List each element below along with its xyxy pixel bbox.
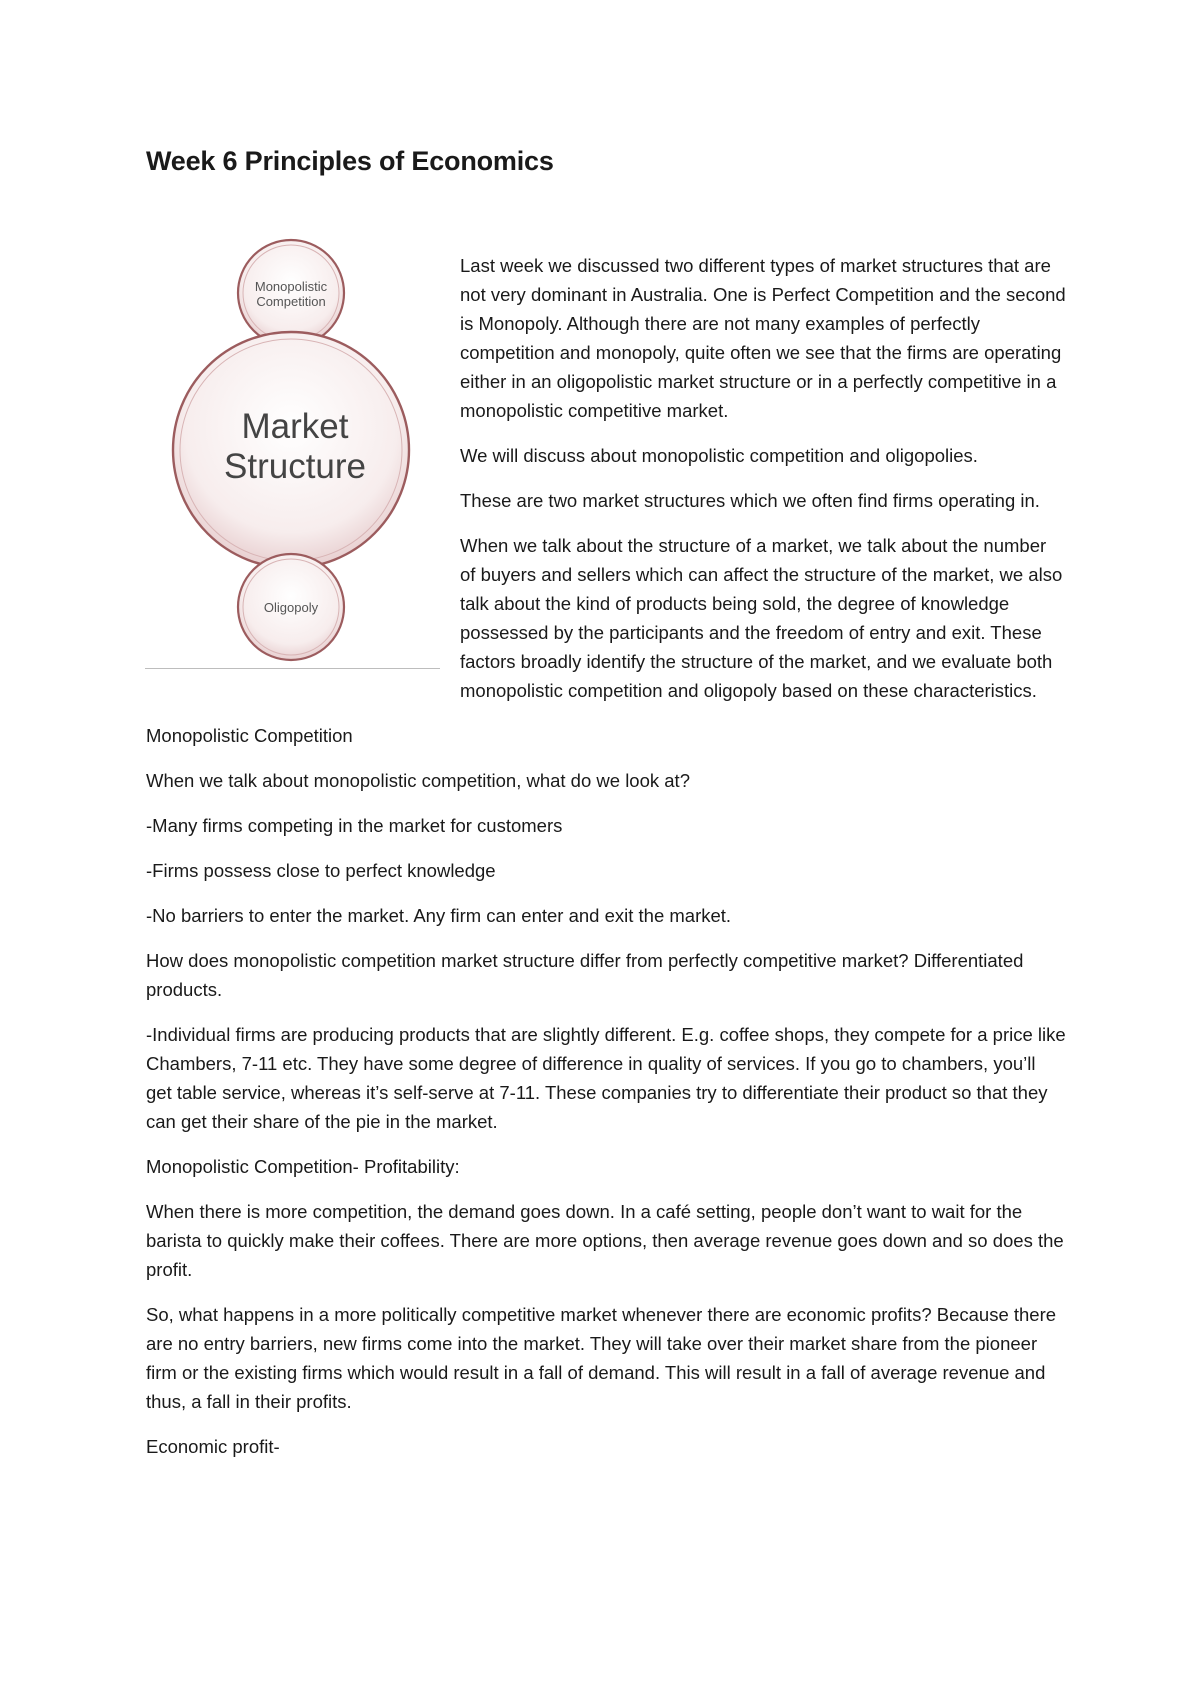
bullet-no-barriers: -No barriers to enter the market. Any firm can enter and exit the market.: [146, 905, 732, 926]
paragraph-discuss: We will discuss about monopolistic competition and oligopolies.: [460, 445, 978, 466]
body-text: [146, 251, 1066, 1477]
paragraph-structure-of-market: When we talk about the structure of a market, we talk about the number of buyers and sellers which can affect the structure of the market, we also talk about the kind of products being sold, the degree of knowledge possessed by the participants and the freedom of entry and exit. These factors broadly identify the structure of the market, and we evaluate both monopolistic competition and oligopoly based on these characteristics.: [460, 535, 1063, 701]
paragraph-intro: Last week we discussed two different types of market structures that are not very dominant in Australia. One is Perfect Competition and the second is Monopoly. Although there are not many examples of perfectly competition and monopoly, quite often we see that the firms are operating either in an oligopolistic market structure or in a perfectly competitive in a monopolistic competitive market.: [460, 255, 1066, 421]
center-label-line-2: Structure: [224, 447, 366, 486]
figure-float-spacer: [146, 251, 460, 695]
top-circle-label-line-1: Monopolistic: [254, 279, 328, 294]
paragraph-economic-profits: So, what happens in a more politically competitive market whenever there are economic profits? Because there are no entry barriers, new firms come into the market. They will take over their market share from the pioneer firm or the existing firms which would result in a fall of demand. This will result in a fall of average revenue and thus, a fall in their profits.: [146, 1304, 1057, 1412]
top-circle-label-line-2: Competition: [256, 294, 326, 309]
paragraph-how-differ: How does monopolistic competition market structure differ from perfectly competitive market? Differentiated products.: [146, 950, 1024, 1000]
center-label-line-1: Market: [241, 407, 349, 446]
heading-economic-profit: Economic profit-: [146, 1436, 280, 1457]
bullet-many-firms: -Many firms competing in the market for customers: [146, 815, 563, 836]
bottom-circle-label: Oligopoly: [263, 600, 319, 615]
paragraph-what-look-at: When we talk about monopolistic competition, what do we look at?: [146, 770, 690, 791]
paragraph-more-competition: When there is more competition, the demand goes down. In a café setting, people don’t want to wait for the barista to quickly make their coffees. There are more options, then average revenue goes down and so does the profit.: [146, 1201, 1064, 1280]
paragraph-individual-firms: -Individual firms are producing products that are slightly different. E.g. coffee shops, they compete for a price like Chambers, 7-11 etc. They have some degree of difference in quality of services. If you go to chambers, you’ll get table service, whereas it’s self-serve at 7-11. These companies try to differentiate their product so that they can get their share of the pie in the market.: [146, 1024, 1066, 1132]
paragraph-two-structures: These are two market structures which we often find firms operating in.: [460, 490, 1040, 511]
page-title: Week 6 Principles of Economics: [146, 146, 554, 176]
heading-profitability: Monopolistic Competition- Profitability:: [146, 1156, 460, 1177]
heading-monopolistic-competition: Monopolistic Competition: [146, 725, 353, 746]
bullet-perfect-knowledge: -Firms possess close to perfect knowledge: [146, 860, 496, 881]
